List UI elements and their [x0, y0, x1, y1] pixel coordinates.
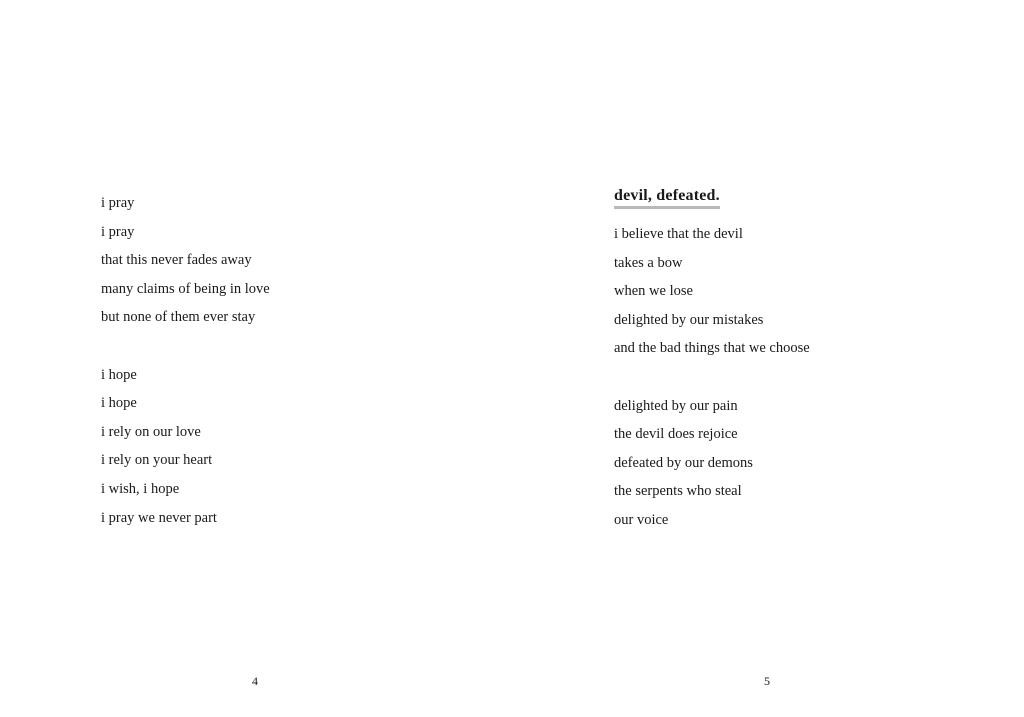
- page-number: 5: [764, 674, 770, 688]
- poem-line: i rely on your heart: [101, 452, 213, 469]
- poem-line: i hope: [101, 366, 137, 383]
- poem-line: many claims of being in love: [101, 280, 270, 297]
- poem-line: i wish, i hope: [101, 480, 180, 497]
- page-number: 4: [252, 674, 258, 688]
- poem-line: defeated by our demons: [614, 454, 753, 471]
- poem-line: but none of them ever stay: [101, 309, 256, 326]
- right-poem: [614, 220, 810, 535]
- poem-line: the devil does rejoice: [614, 426, 738, 443]
- left-poem: [101, 189, 270, 532]
- poem-title: devil, defeated.: [614, 187, 720, 209]
- poem-line: takes a bow: [614, 254, 683, 271]
- poem-line: and the bad things that we choose: [614, 340, 810, 357]
- stanza: [101, 189, 270, 332]
- poem-line: the serpents who steal: [614, 483, 742, 500]
- poem-line: i hope: [101, 395, 137, 412]
- stanza: [614, 220, 810, 363]
- poem-line: i pray we never part: [101, 509, 217, 526]
- stanza: [101, 361, 270, 533]
- poem-line: our voice: [614, 511, 669, 528]
- poem-line: when we lose: [614, 283, 693, 300]
- poem-line: i rely on our love: [101, 423, 201, 440]
- poem-line: that this never fades away: [101, 252, 252, 269]
- right-page: [512, 0, 1024, 717]
- poem-line: delighted by our pain: [614, 397, 738, 414]
- poem-line: i believe that the devil: [614, 226, 743, 242]
- stanza: [614, 392, 810, 535]
- poem-line: delighted by our mistakes: [614, 311, 764, 328]
- poem-line: i pray: [101, 195, 135, 211]
- poem-line: i pray: [101, 223, 135, 240]
